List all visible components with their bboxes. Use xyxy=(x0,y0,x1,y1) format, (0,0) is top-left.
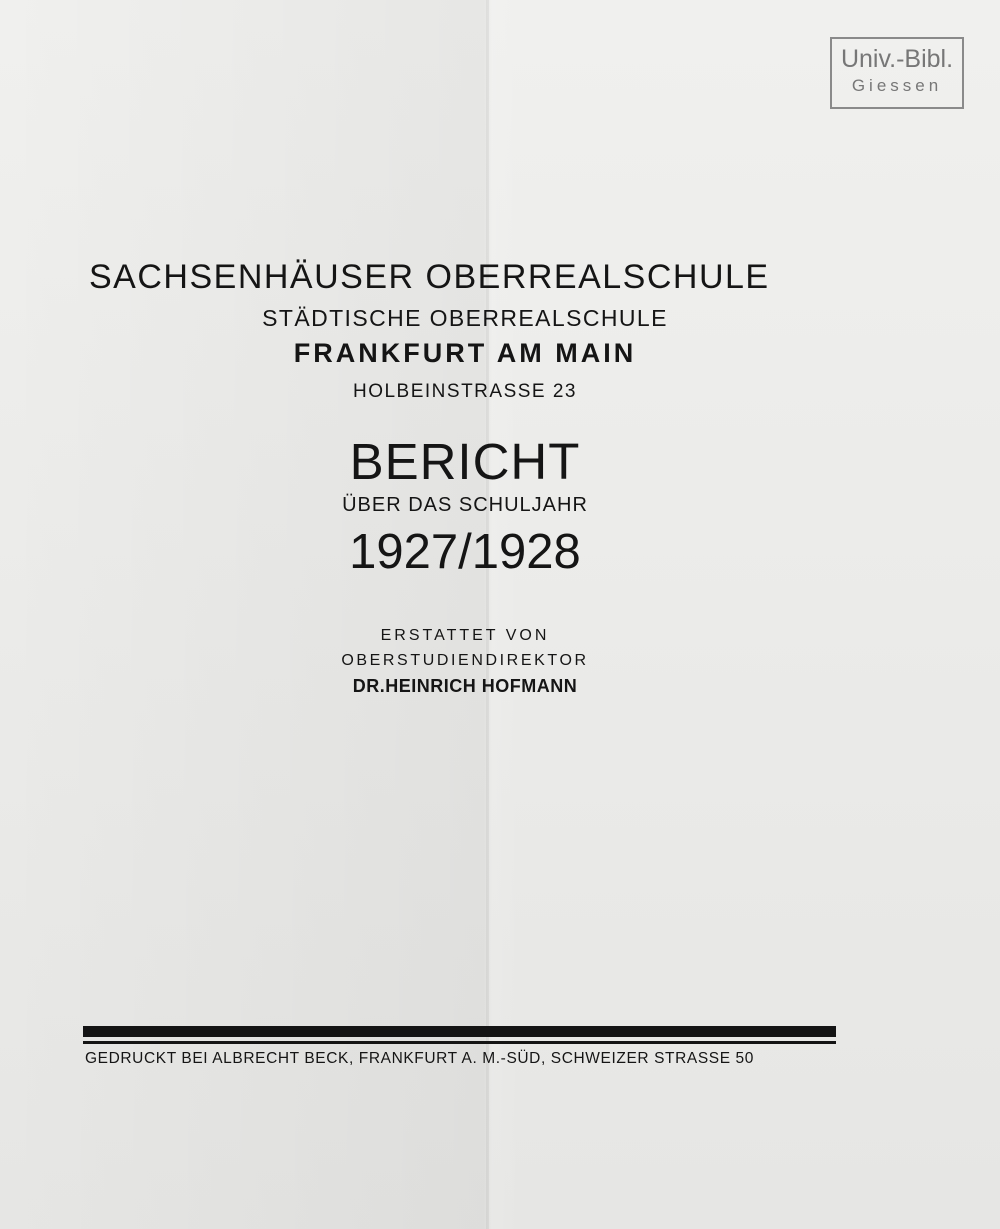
stamp-line-1: Univ.-Bibl. xyxy=(840,45,954,73)
city: FRANKFURT AM MAIN xyxy=(293,338,637,368)
stamp-line-2: Giessen xyxy=(851,76,943,95)
author-title: OBERSTUDIENDIREKTOR xyxy=(341,652,589,669)
footer-rule-thick xyxy=(83,1026,836,1037)
footer-rule-thin xyxy=(83,1041,836,1044)
school-name: SACHSENHÄUSER OBERREALSCHULE xyxy=(89,258,770,296)
report-subtitle: ÜBER DAS SCHULJAHR xyxy=(342,494,588,516)
page-fold xyxy=(486,0,489,1229)
school-year: 1927/1928 xyxy=(349,525,581,579)
report-title: BERICHT xyxy=(349,433,581,490)
school-type: STÄDTISCHE OBERREALSCHULE xyxy=(262,305,668,331)
author-name: DR.HEINRICH HOFMANN xyxy=(352,676,578,696)
submitted-by: ERSTATTET VON xyxy=(380,627,550,644)
printer-imprint: GEDRUCKT BEI ALBRECHT BECK, FRANKFURT A. M.-SÜD, SCHWEIZER STRASSE 50 xyxy=(85,1050,754,1067)
library-stamp xyxy=(830,37,964,109)
address: HOLBEINSTRASSE 23 xyxy=(352,381,578,402)
